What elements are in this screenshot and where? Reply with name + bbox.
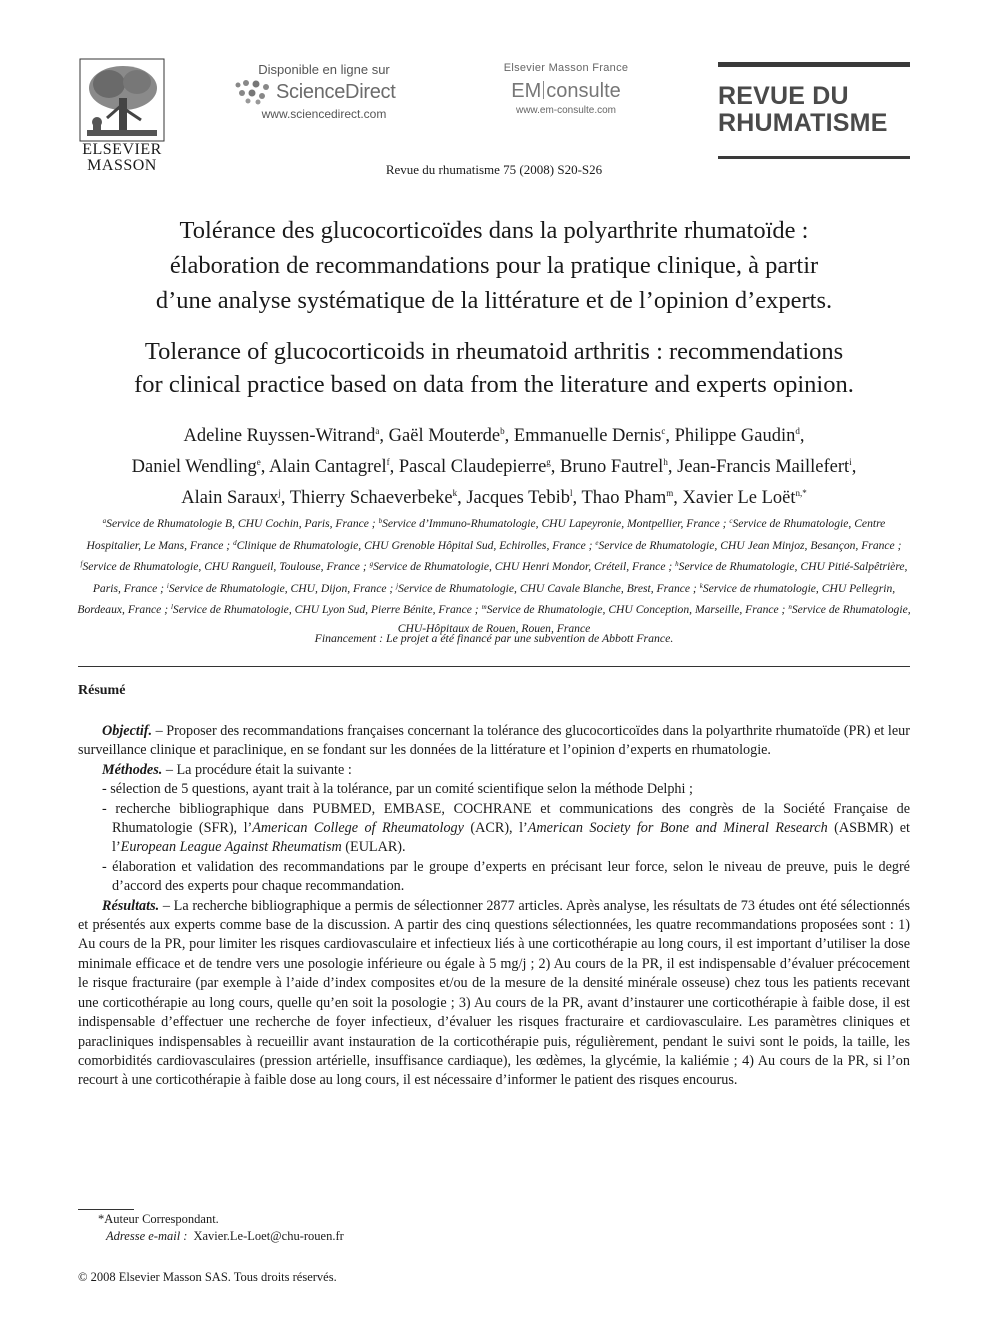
abstract-objectif: [78, 722, 910, 761]
affil-mark: d: [233, 538, 237, 547]
affiliation: Service de rhumatologie, CHU Pellegrin, Bordeaux, France ;: [77, 581, 896, 616]
author-separator: ,: [667, 457, 678, 477]
affiliation: Service de Rhumatologie, CHU Conception, Marseille, France ;: [486, 603, 789, 616]
journal-title-line2: RHUMATISME: [718, 109, 888, 137]
affiliation: Service de Rhumatologie B, CHU Cochin, Paris, France ;: [106, 517, 379, 530]
affiliation: Service d’Immuno-Rhumatologie, CHU Lapeyronie, Montpellier, France ;: [382, 517, 730, 530]
masthead-top-rule: [718, 62, 910, 67]
author-name: Emmanuelle Dernis: [513, 426, 662, 446]
author-name: Jacques Tebib: [466, 488, 571, 508]
title-french-line: Tolérance des glucocorticoïdes dans la polyarthrite rhumatoïde :: [179, 217, 809, 244]
objectif-text: – Proposer des recommandations françaises concernant la tolérance des glucocorticoïdes dans la polyarthrite rhumatoïde (PR) et leur surveillance clinique et paraclinique, en se fondant sur les données de la littérature et l’opinion d’experts en rhumatologie.: [78, 723, 910, 759]
resultats-label: Résultats.: [102, 897, 160, 914]
method-emph: European League Against Rheumatism: [120, 839, 342, 856]
sciencedirect-name: ScienceDirect: [276, 80, 396, 103]
affil-mark: j: [396, 581, 399, 590]
email-link[interactable]: Xavier.Le-Loet@chu-rouen.fr: [193, 1229, 344, 1243]
sciencedirect-url[interactable]: www.sciencedirect.com: [261, 107, 387, 121]
journal-reference: Revue du rhumatisme 75 (2008) S20-S26: [385, 162, 603, 177]
author-affil-mark: e: [256, 457, 261, 467]
title-french-line: d’une analyse systématique de la littérature et de l’opinion d’experts.: [155, 287, 833, 314]
author-name: Adeline Ruyssen-Witrand: [183, 426, 376, 446]
abstract-resultats: [78, 897, 910, 1091]
affil-mark: c: [729, 517, 733, 525]
affiliations: [76, 512, 912, 638]
title-english-line: Tolerance of glucocorticoids in rheumatoid arthritis : recommendations: [144, 338, 844, 365]
affil-mark: b: [378, 517, 383, 525]
author-affil-mark: i: [849, 457, 852, 467]
method-text: (EULAR).: [341, 839, 406, 856]
affiliation: Service de Rhumatologie, CHU-Hôpitaux de Rouen, Rouen, France: [397, 603, 911, 635]
affiliation: Service de Rhumatologie, CHU Rangueil, Toulouse, France ;: [82, 560, 370, 573]
affil-mark: k: [699, 581, 703, 590]
abstract-methodes: [78, 761, 910, 780]
list-item: - sélection de 5 questions, ayant trait à la tolérance, par un comité scientifique selon la méthode Delphi ;: [78, 780, 910, 799]
abstract-body: [78, 722, 910, 1091]
affiliation: Service de Rhumatologie, CHU Cavale Blanche, Brest, France ;: [398, 581, 700, 595]
author-name: Bruno Fautrel: [560, 457, 664, 477]
author-name: Xavier Le Loët: [682, 488, 796, 508]
author-separator: ,: [280, 488, 290, 508]
author-affil-mark: f: [386, 457, 390, 467]
author-separator: ,: [457, 488, 467, 508]
author-affil-mark: a: [375, 426, 380, 436]
method-emph: American College of Rheumatology: [252, 820, 464, 837]
author-name: Pascal Claudepierre: [398, 457, 547, 477]
author-separator: ,: [665, 426, 675, 446]
affiliation: Service de Rhumatologie, CHU, Dijon, France ;: [168, 581, 397, 595]
method-text: (ASBMR) et l’: [112, 820, 911, 856]
author-affil-mark: c: [661, 426, 666, 436]
author-name: Alain Saraux: [181, 488, 279, 508]
affiliation: Service de Rhumatologie, Centre Hospitalier, Le Mans, France ;: [86, 517, 886, 552]
affiliation: Service de Rhumatologie, CHU Pitié-Salpêtrière, Paris, France ;: [92, 560, 908, 595]
publisher-name-line2: MASSON: [87, 157, 157, 174]
author-name: Thao Pham: [581, 488, 667, 508]
affil-mark: a: [102, 517, 107, 525]
list-item: - élaboration et validation des recommandations par le groupe d’experts en précisant leur force, selon le niveau de preuve, puis le degré d’accord des experts pour chaque recommandation.: [78, 858, 910, 897]
sciencedirect-tagline: Disponible en ligne sur: [258, 62, 390, 77]
affil-mark: h: [675, 560, 679, 568]
title-english-line: for clinical practice based on data from the literature and experts opinion.: [134, 371, 854, 398]
methods-list: [78, 780, 910, 896]
author-separator: ,: [799, 426, 805, 446]
author-affil-mark: g: [546, 457, 551, 467]
email-line: [106, 1229, 344, 1244]
affil-mark: l: [170, 603, 173, 611]
method-text: recherche bibliographique dans PUBMED, EMBASE, COCHRANE et communications des congrès de la Société Française de Rhumatologie (SFR), l’: [112, 800, 910, 837]
list-item: [78, 800, 910, 858]
journal-title-line1: REVUE DU: [718, 82, 849, 110]
author-separator: ,: [572, 488, 582, 508]
author-affil-mark: n,*: [795, 488, 807, 498]
author-name: Alain Cantagrel: [268, 457, 387, 477]
affiliation: Service de Rhumatologie, CHU Henri Mondor, Créteil, France ;: [373, 560, 676, 573]
author-list: [60, 418, 928, 511]
author-separator: ,: [851, 457, 857, 477]
emconsulte-tagline: Elsevier Masson France: [503, 62, 629, 74]
author-affil-mark: j: [278, 488, 281, 498]
author-affil-mark: h: [663, 457, 668, 467]
elsevier-masson-logo: [76, 58, 168, 174]
journal-masthead: [718, 62, 910, 159]
section-divider: [78, 666, 910, 667]
email-label: Adresse e-mail :: [106, 1229, 188, 1243]
sciencedirect-dots-icon: [234, 79, 272, 105]
corresponding-author-note: *Auteur Correspondant.: [98, 1212, 219, 1226]
author-affil-mark: l: [570, 488, 573, 498]
publisher-name-line1: ELSEVIER: [82, 141, 162, 158]
author-name: Daniel Wendling: [131, 457, 257, 477]
author-affil-mark: k: [452, 488, 458, 498]
author-separator: ,: [260, 457, 269, 477]
affil-mark: f: [80, 560, 83, 568]
affiliation: Clinique de Rhumatologie, CHU Grenoble Hôpital Sud, Echirolles, France ;: [236, 538, 596, 552]
author-separator: ,: [673, 488, 683, 508]
author-affil-mark: m: [666, 488, 674, 498]
affiliation: Service de Rhumatologie, CHU Lyon Sud, Pierre Bénite, France ;: [172, 603, 482, 616]
author-name: Gaël Mouterde: [388, 426, 501, 446]
title-french: [60, 213, 928, 318]
author-name: Thierry Schaeverbeke: [289, 488, 453, 508]
footnote-rule: [78, 1209, 134, 1210]
funding-statement: Financement : Le projet a été financé par une subvention de Abbott France.: [314, 631, 674, 645]
emconsulte-name-right: consulte: [546, 80, 621, 102]
author-separator: ,: [550, 457, 561, 477]
copyright-notice: © 2008 Elsevier Masson SAS. Tous droits réservés.: [78, 1270, 337, 1284]
masthead-bottom-rule: [718, 156, 910, 159]
author-affil-mark: b: [500, 426, 505, 436]
emconsulte-name-left: EM: [511, 80, 542, 102]
affil-mark: e: [595, 538, 599, 547]
resultats-text: – La recherche bibliographique a permis de sélectionner 2877 articles. Après analyse, les résultats de 73 études ont été sélectionnés et présentés aux experts comme base de la discussion. A partir des cinq questions sélectionnées, les quatre recommandations proposées sont : 1) Au cours de la PR, pour limiter les risques cardiovasculaire et infectieux liés à une corticothérapie au long cours, il est important d’utiliser la dose minimale efficace et de tendre vers une posologie inférieure ou égale à 5 mg/j ; 2) Au cours de la PR, il est indispensable d’évaluer précocement le risque fracturaire (par exemple à l’aide d’index composites et/ou de la mesure de la densité minérale osseuse) chez tous les patients recevant une corticothérapie au long cours, quelle qu’en soit la posologie ; 3) Au cours de la PR, avant d’instaurer une corticothérapie à faible dose, il est indispensable d’effectuer une recherche de foyer infectieux, d’évaluer les risques fracturaire et cardiovasculaire. Les paramètres cliniques et paracliniques indispensables à recueillir avant instauration de la corticothérapie puis, régulièrement, pendant le suivi sont le poids, la taille, les comorbidités cardiovasculaires (pression artérielle, insuffisance cardiaque), les œdèmes, la glycémie, la kaliémie ; 4) Au cours de la PR, si l’on recourt à une corticothérapie à faible dose au long cours, il est nécessaire d’informer le patient des risques encourus.: [78, 897, 910, 1089]
methodes-text: – La procédure était la suivante :: [162, 761, 352, 778]
author-affil-mark: d: [795, 426, 800, 436]
emconsulte-separator: [543, 81, 544, 99]
emconsulte-url[interactable]: www.em-consulte.com: [515, 105, 617, 116]
abstract-heading: Résumé: [78, 683, 126, 698]
elsevier-tree-icon: [79, 58, 165, 142]
affil-mark: m: [481, 603, 487, 611]
author-separator: ,: [504, 426, 514, 446]
emconsulte-logo[interactable]: [496, 62, 636, 116]
sciencedirect-logo[interactable]: [234, 62, 414, 121]
objectif-label: Objectif.: [102, 723, 153, 739]
author-separator: ,: [389, 457, 399, 477]
emconsulte-name: [496, 80, 636, 103]
affil-mark: n: [788, 603, 792, 611]
author-separator: ,: [379, 426, 389, 446]
title-french-line: élaboration de recommandations pour la pratique clinique, à partir: [169, 252, 819, 279]
method-text: (ACR), l’: [463, 820, 528, 837]
affiliation: Service de Rhumatologie, CHU Jean Minjoz, Besançon, France ;: [598, 538, 902, 552]
method-emph: American Society for Bone and Mineral Research: [527, 820, 828, 837]
author-name: Jean-Francis Maillefert: [677, 457, 850, 477]
affil-mark: g: [369, 560, 374, 568]
title-english: [60, 335, 928, 401]
affil-mark: i: [166, 581, 169, 590]
methodes-label: Méthodes.: [102, 761, 163, 778]
author-name: Philippe Gaudin: [674, 426, 796, 446]
